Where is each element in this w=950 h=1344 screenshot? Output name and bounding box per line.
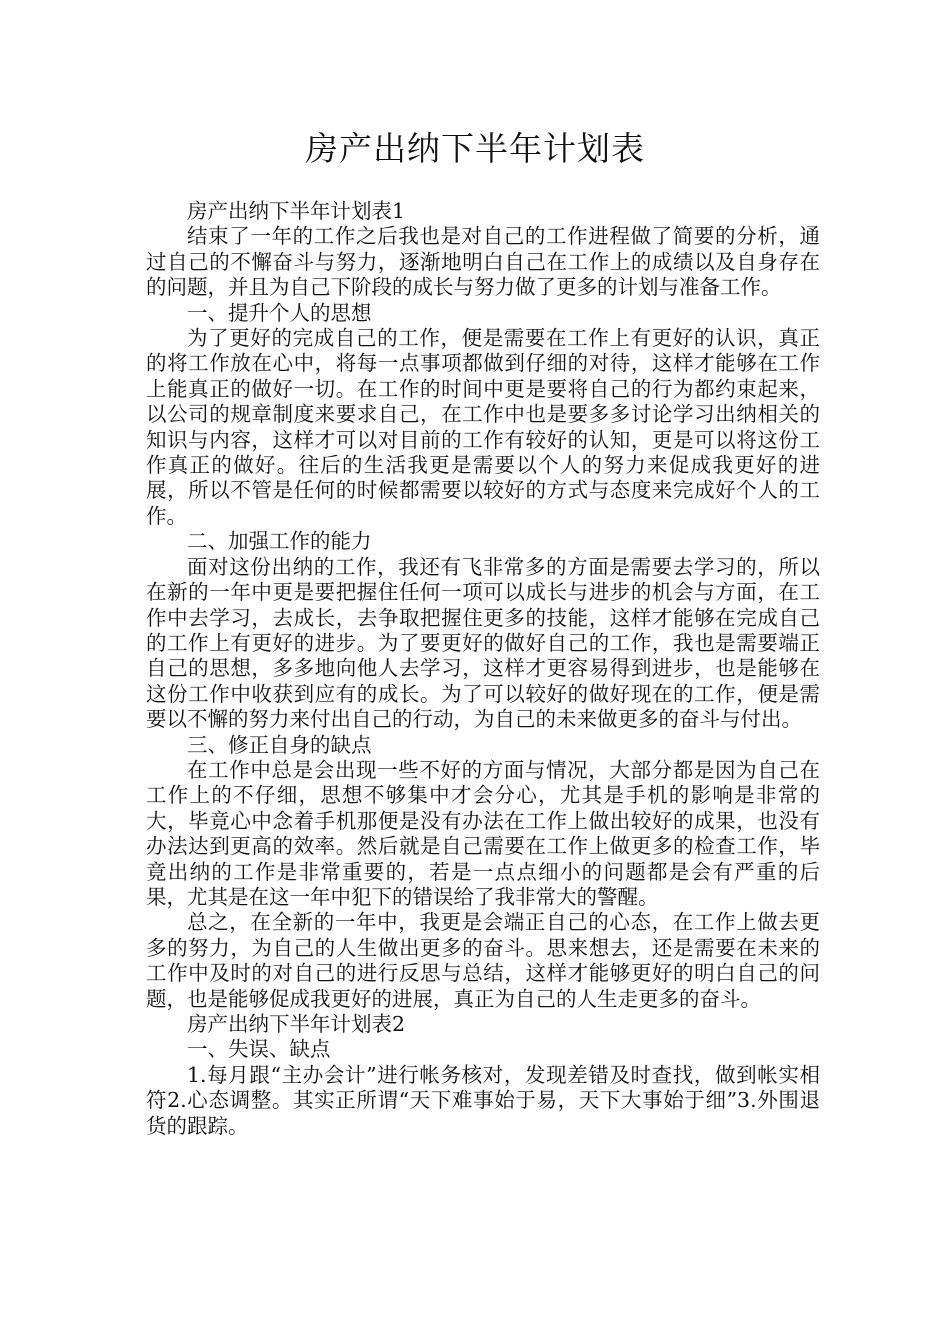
section-heading-plan-1: 房产出纳下半年计划表1 xyxy=(187,199,406,223)
paragraph-conclusion: 总之，在全新的一年中，我更是会端正自己的心态，在工作上做去更多的努力，为自己的人生做出更多的奋斗。思来想去，还是需要在未来的工作中及时的对自己的进行反思与总结，这样才能够更好的明白自己的问题，也是能够促成我更好的进展，真正为自己的人生走更多的奋斗。 xyxy=(146,910,820,1011)
paragraph-intro: 结束了一年的工作之后我也是对自己的工作进程做了简要的分析，通过自己的不懈奋斗与努力，逐渐地明白自己在工作上的成绩以及自身存在的问题，并且为自己下阶段的成长与努力做了更多的计划与准备工作。 xyxy=(146,224,820,300)
section-heading-plan-2: 房产出纳下半年计划表2 xyxy=(187,1012,406,1036)
section-heading-mistakes: 一、失误、缺点 xyxy=(187,1037,331,1062)
paragraph-strengthen-ability: 面对这份出纳的工作，我还有飞非常多的方面是需要去学习的，所以在新的一年中更是要把握住任何一项可以成长与进步的机会与方面，在工作中去学习，去成长，去争取把握住更多的技能，这样才能够在完成自己的工作上有更好的进步。为了要更好的做好自己的工作，我也是需要端正自己的思想，多多地向他人去学习，这样才更容易得到进步，也是能够在这份工作中收获到应有的成长。为了可以较好的做好现在的工作，便是需要以不懈的努力来付出自己的行动，为自己的未来做更多的奋斗与付出。 xyxy=(146,554,820,732)
section-heading-strengthen-ability: 二、加强工作的能力 xyxy=(187,529,372,554)
document-title: 房产出纳下半年计划表 xyxy=(305,129,645,168)
paragraph-mistakes: 1.每月跟“主办会计”进行帐务核对，发现差错及时查找，做到帐实相符2.心态调整。其实正所谓“天下难事始于易，天下大事始于细”3.外围退货的跟踪。 xyxy=(146,1062,820,1138)
document-body xyxy=(146,199,820,1139)
paragraph-correct-shortcomings: 在工作中总是会出现一些不好的方面与情况，大部分都是因为自己在工作上的不仔细，思想不够集中才会分心，尤其是手机的影响是非常的大，毕竟心中念着手机那便是没有办法在工作上做出较好的成果，也没有办法达到更高的效率。然后就是自己需要在工作上做更多的检查工作，毕竟出纳的工作是非常重要的，若是一点点细小的问题都是会有严重的后果，尤其是在这一年中犯下的错误给了我非常大的警醒。 xyxy=(146,757,820,909)
paragraph-improve-thinking: 为了更好的完成自己的工作，便是需要在工作上有更好的认识，真正的将工作放在心中，将每一点事项都做到仔细的对待，这样才能够在工作上能真正的做好一切。在工作的时间中更是要将自己的行为都约束起来，以公司的规章制度来要求自己，在工作中也是要多多讨论学习出纳相关的知识与内容，这样才可以对目前的工作有较好的认知，更是可以将这份工作真正的做好。往后的生活我更是需要以个人的努力来促成我更好的进展，所以不管是任何的时候都需要以较好的方式与态度来完成好个人的工作。 xyxy=(146,326,820,528)
section-heading-improve-thinking: 一、提升个人的思想 xyxy=(187,300,372,325)
section-heading-correct-shortcomings: 三、修正自身的缺点 xyxy=(187,732,372,757)
